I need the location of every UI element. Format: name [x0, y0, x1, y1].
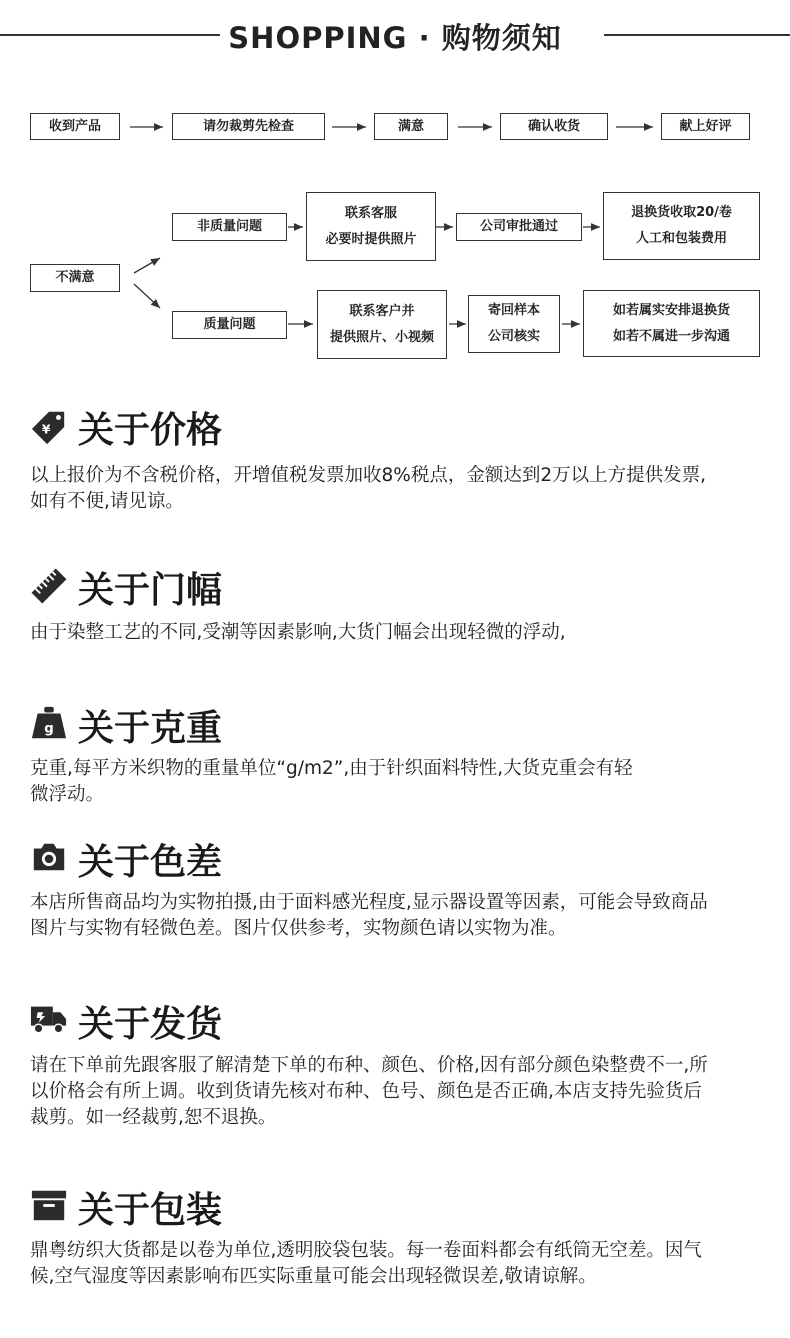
arrow-branch-up: [134, 258, 160, 273]
svg-text:¥: ¥: [41, 422, 51, 437]
section-shipping-title: 关于发货: [78, 1004, 223, 1045]
flow-q-contact: 联系客户并 提供照片、小视频: [317, 290, 447, 359]
section-packaging-title: 关于包装: [78, 1190, 223, 1231]
flow-nq-fee: 退换货收取20/卷 人工和包装费用: [603, 192, 760, 260]
section-width-title: 关于门幅: [78, 570, 223, 611]
section-weight-text: 克重,每平方米织物的重量单位“g/m2”,由于针织面料特性,大货克重会有轻 微浮动。: [30, 758, 633, 805]
flow-nq-approve: 公司审批通过: [456, 213, 582, 241]
flow-q-result: 如若属实安排退换货 如若不属进一步沟通: [583, 290, 760, 357]
flow-satisfied: 满意: [374, 113, 448, 140]
page-title-text: SHOPPING · 购物须知: [220, 21, 569, 55]
section-weight-title: 关于克重: [78, 708, 223, 749]
price-tag-icon: [30, 408, 68, 446]
flow-confirm: 确认收货: [500, 113, 608, 140]
box-icon: [30, 1186, 68, 1224]
camera-icon: [30, 838, 68, 876]
ruler-icon: [30, 567, 68, 605]
flow-receive: 收到产品: [30, 113, 120, 140]
arrow-branch-down: [134, 284, 160, 308]
flow-review: 献上好评: [661, 113, 750, 140]
section-packaging-text: 鼎粤纺织大货都是以卷为单位,透明胶袋包装。每一卷面料都会有纸筒无空差。因气 候,空气湿度等因素影响布匹实际重量可能会出现轻微误差,敬请谅解。: [30, 1240, 702, 1287]
flow-quality: 质量问题: [172, 311, 287, 339]
section-color-title: 关于色差: [78, 842, 223, 883]
section-width-text: 由于染整工艺的不同,受潮等因素影响,大货门幅会出现轻微的浮动,: [30, 622, 566, 643]
flow-unsatisfied: 不满意: [30, 264, 120, 292]
truck-icon: [30, 999, 68, 1037]
section-price-title: 关于价格: [78, 410, 223, 451]
flow-check: 请勿裁剪先检查: [172, 113, 325, 140]
flow-q-sample: 寄回样本 公司核实: [468, 295, 560, 353]
section-color-text: 本店所售商品均为实物拍摄,由于面料感光程度,显示器设置等因素，可能会导致商品 图片与实物有轻微色差。图片仅供参考，实物颜色请以实物为准。: [30, 892, 708, 939]
flow-non-quality: 非质量问题: [172, 213, 287, 241]
section-price-text: 以上报价为不含税价格，开增值税发票加收8%税点，金额达到2万以上方提供发票, 如有不便,请见谅。: [30, 465, 707, 512]
flow-nq-contact: 联系客服 必要时提供照片: [306, 192, 436, 261]
weight-icon: [30, 704, 68, 742]
svg-text:g: g: [44, 721, 54, 737]
section-shipping-text: 请在下单前先跟客服了解清楚下单的布种、颜色、价格,因有部分颜色染整费不一,所 以价格会有所上调。收到货请先核对布种、色号、颜色是否正确,本店支持先验货后 裁剪。如一经裁剪,恕不退换。: [30, 1055, 708, 1128]
